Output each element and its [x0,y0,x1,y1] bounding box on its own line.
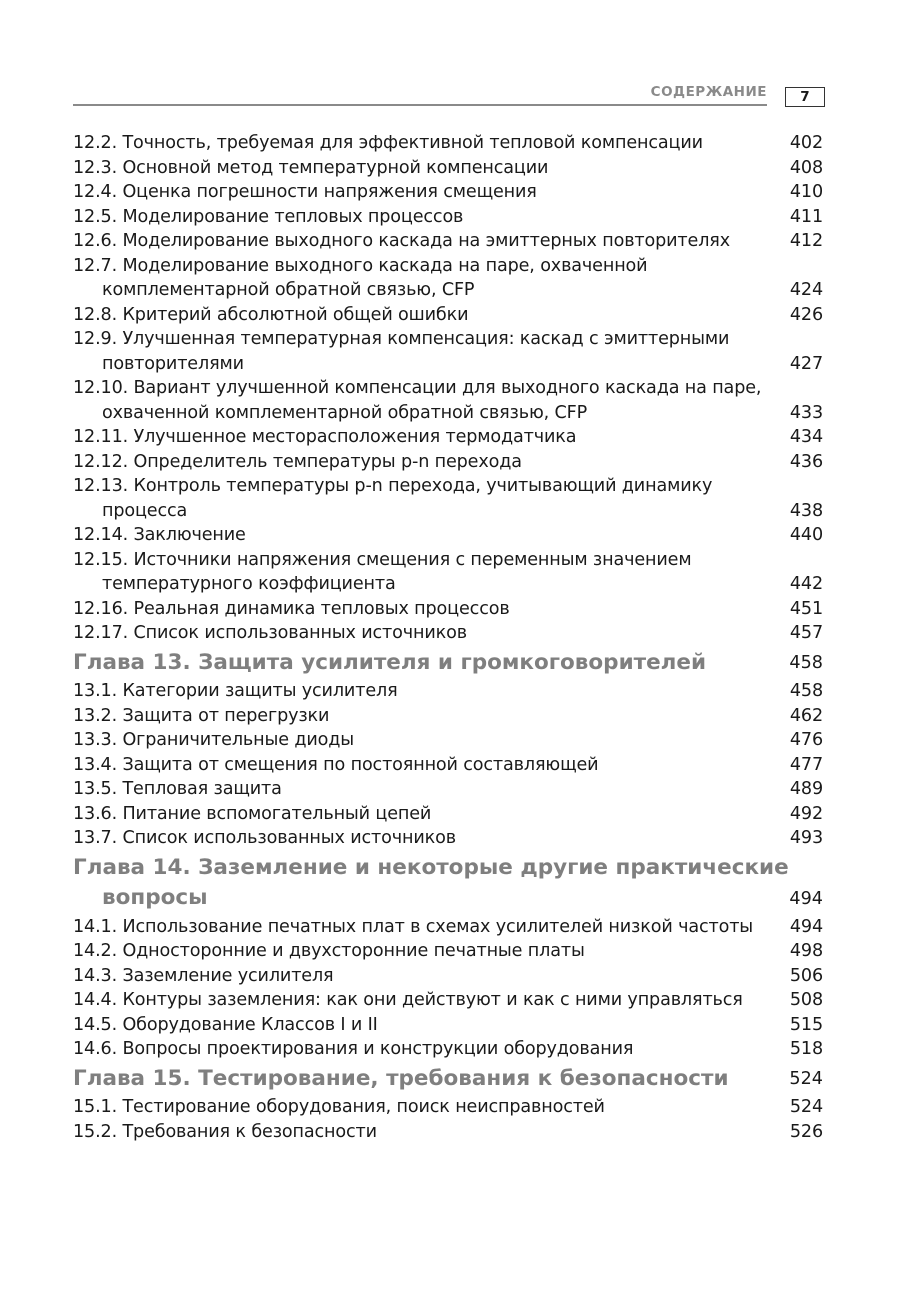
toc-entry [73,303,823,328]
entry-title: 12.16. Реальная динамика тепловых процессов [73,598,510,619]
entry-title: 14.1. Использование печатных плат в схемах усилителей низкой частоты [73,916,754,937]
entry-title: 13.4. Защита от смещения по постоянной составляющей [73,754,599,775]
section-list-ch14 [73,915,823,1062]
entry-title-continuation: охваченной комплементарной обратной связью, CFP [102,402,588,423]
entry-title: 13.3. Ограничительные диоды [73,730,355,750]
entry-page-number: 408 [789,157,823,178]
entry-title: 12.6. Моделирование выходного каскада на эмиттерных повторителях [73,231,730,251]
section-list-ch15 [73,1095,823,1144]
entry-title: 12.7. Моделирование выходного каскада на паре, охваченной [73,255,648,276]
entry-page-number: 476 [789,730,823,750]
entry-page-number: 402 [789,133,823,153]
entry-page-number: 493 [789,828,823,848]
entry-title: 12.5. Моделирование тепловых процессов [73,206,464,227]
entry-page-number: 433 [789,402,823,423]
table-of-contents [73,131,823,1144]
entry-title: 13.2. Защита от перегрузки [73,705,330,726]
entry-title-continuation: температурного коэффициента [102,574,396,594]
toc-entry [73,205,823,230]
toc-entry [73,1120,823,1145]
entry-page-number: 458 [789,681,823,701]
entry-title: 14.6. Вопросы проектирования и конструкции оборудования [73,1039,634,1059]
toc-entry [73,915,823,940]
toc-entry [73,621,823,646]
section-title: СОДЕРЖАНИЕ [650,84,767,100]
toc-entry [73,826,823,851]
toc-entry [73,753,823,778]
toc-entry [73,548,823,597]
entry-page-number: 494 [789,916,823,937]
toc-entry [73,704,823,729]
page-number: 7 [785,87,825,107]
toc-entry [73,474,823,523]
entry-title: 12.2. Точность, требуемая для эффективной тепловой компенсации [73,133,703,153]
entry-page-number: 442 [789,574,823,594]
entry-title: 14.2. Односторонние и двухсторонние печатные платы [73,941,585,961]
header-rule [73,104,767,106]
chapter-heading-14 [73,853,823,914]
entry-title: 14.5. Оборудование Классов I и II [73,1014,378,1035]
chapter-heading-13 [73,648,823,679]
entry-title: 12.9. Улучшенная температурная компенсация: каскад с эмиттерными [73,329,730,349]
entry-title: 12.14. Заключение [73,525,246,545]
entry-page-number: 494 [789,888,823,909]
toc-entry [73,1095,823,1120]
entry-page-number: 458 [789,653,823,673]
entry-title: 12.12. Определитель температуры p-n перехода [73,451,522,472]
toc-entry [73,156,823,181]
toc-entry [73,180,823,205]
toc-entry [73,777,823,802]
entry-page-number: 411 [789,206,823,227]
entry-page-number: 515 [789,1014,823,1035]
toc-entry [73,376,823,425]
toc-entry [73,229,823,254]
entry-page-number: 518 [789,1039,823,1059]
toc-entry [73,254,823,303]
entry-page-number: 451 [789,598,823,619]
entry-title: Глава 14. Заземление и некоторые другие практические [73,854,789,880]
entry-page-number: 489 [789,779,823,799]
entry-title-continuation: комплементарной обратной связью, CFP [102,280,475,300]
entry-page-number: 498 [789,941,823,961]
toc-entry [73,450,823,475]
entry-title: 15.1. Тестирование оборудования, поиск неисправностей [73,1097,605,1117]
entry-title: Глава 15. Тестирование, требования к безопасности [73,1065,729,1091]
entry-page-number: 477 [789,754,823,775]
entry-title: 13.6. Питание вспомогательный цепей [73,803,432,824]
toc-entry [73,679,823,704]
entry-title-continuation: вопросы [102,885,208,910]
entry-page-number: 410 [789,182,823,202]
entry-page-number: 412 [789,231,823,251]
entry-title: 12.15. Источники напряжения смещения с переменным значением [73,549,692,570]
entry-page-number: 438 [789,500,823,521]
entry-title: 12.13. Контроль температуры p-n перехода, учитывающий динамику [73,476,713,496]
entry-title: 14.4. Контуры заземления: как они действуют и как с ними управляться [73,990,743,1010]
toc-entry [73,988,823,1013]
entry-title: 13.5. Тепловая защита [73,779,282,799]
entry-page-number: 427 [789,353,823,374]
entry-page-number: 426 [789,304,823,325]
entry-title: 13.7. Список использованных источников [73,828,456,848]
toc-entry [73,939,823,964]
entry-page-number: 508 [789,990,823,1010]
toc-entry [73,1037,823,1062]
entry-title: 12.4. Оценка погрешности напряжения смещения [73,182,537,202]
entry-title: 12.10. Вариант улучшенной компенсации для выходного каскада на паре, [73,378,762,398]
entry-title-continuation: повторителями [102,353,244,374]
toc-entry [73,327,823,376]
section-list-ch13 [73,679,823,851]
toc-entry [73,964,823,989]
toc-entry [73,597,823,622]
section-list-ch12 [73,131,823,646]
entry-page-number: 524 [789,1069,823,1089]
entry-title: 12.8. Критерий абсолютной общей ошибки [73,304,469,325]
chapter-heading-15 [73,1064,823,1095]
chapter-entry [73,648,823,679]
chapter-entry [73,1064,823,1095]
entry-title: 12.11. Улучшенное месторасположения термодатчика [73,427,577,447]
entry-page-number: 434 [789,427,823,447]
entry-page-number: 506 [789,965,823,986]
toc-entry [73,728,823,753]
toc-entry [73,131,823,156]
entry-page-number: 462 [789,705,823,726]
toc-entry [73,802,823,827]
toc-entry [73,1013,823,1038]
entry-title: 15.2. Требования к безопасности [73,1121,377,1142]
entry-title: 13.1. Категории защиты усилителя [73,681,398,701]
toc-entry [73,425,823,450]
entry-page-number: 492 [789,803,823,824]
entry-page-number: 440 [789,525,823,545]
entry-title-continuation: процесса [102,500,188,521]
entry-page-number: 526 [789,1121,823,1142]
entry-title: 12.3. Основной метод температурной компенсации [73,157,549,178]
entry-page-number: 424 [789,280,823,300]
entry-page-number: 457 [789,623,823,643]
entry-page-number: 436 [789,451,823,472]
entry-title: 14.3. Заземление усилителя [73,965,334,986]
entry-title: 12.17. Список использованных источников [73,623,467,643]
running-header [73,82,825,108]
entry-title: Глава 13. Защита усилителя и громкоговорителей [73,649,707,675]
chapter-entry [73,853,823,914]
entry-page-number: 524 [789,1097,823,1117]
toc-entry [73,523,823,548]
